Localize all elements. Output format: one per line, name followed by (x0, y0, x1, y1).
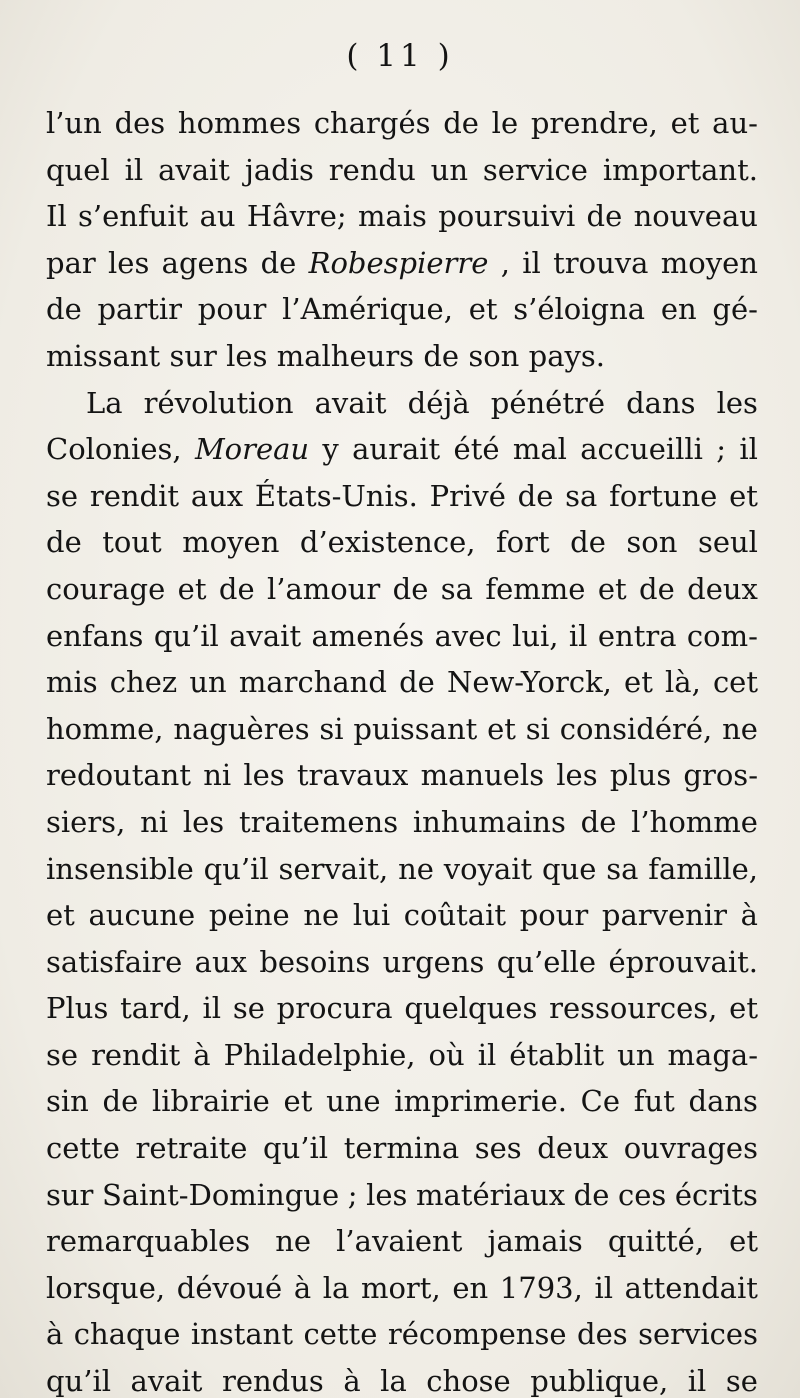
word: rendit (89, 478, 180, 513)
word: chose (426, 1364, 511, 1398)
word: son (626, 525, 678, 560)
word: ne (275, 1224, 312, 1259)
word: ne (722, 711, 758, 746)
word: de (639, 571, 675, 606)
word: 1793, (499, 1270, 583, 1305)
text-line (46, 1265, 758, 1312)
text-line (46, 1218, 758, 1265)
word: à (293, 1270, 312, 1305)
word: traitemens (238, 804, 399, 839)
word: se (232, 991, 265, 1026)
text-line (46, 286, 758, 333)
word: l’amour (267, 571, 381, 606)
word: de (218, 571, 255, 606)
word: ces (617, 1177, 667, 1212)
word: les (716, 385, 758, 420)
word: par (46, 245, 96, 280)
word: éprouvait. (608, 944, 758, 979)
word: et (177, 571, 207, 606)
word: coûtait (403, 898, 507, 933)
word: dans (626, 385, 696, 420)
word: Colonies, (46, 432, 182, 467)
word: La (86, 385, 123, 420)
word: un (617, 1037, 655, 1072)
word: qu’elle (496, 944, 597, 979)
word: quel (46, 152, 110, 187)
word: et (729, 1224, 758, 1259)
word: il (739, 432, 758, 467)
word: été (453, 432, 500, 467)
word: inhumains (412, 804, 566, 839)
word: se (46, 478, 79, 513)
word: de (392, 571, 429, 606)
word: et (283, 1084, 313, 1119)
word: plus (609, 758, 672, 793)
word: déjà (407, 385, 470, 420)
word: sur (46, 1177, 94, 1212)
italic-name: Moreau (194, 432, 310, 467)
word: et (624, 665, 653, 700)
word: com- (686, 618, 758, 653)
word: partir (97, 292, 182, 327)
word: deux (537, 1131, 609, 1166)
page-number: ( 11 ) (346, 38, 454, 74)
word: de (570, 525, 606, 560)
word: procura (276, 991, 393, 1026)
word: il (568, 618, 588, 653)
word: puissant (353, 711, 478, 746)
word: naguères (173, 711, 310, 746)
word: qu’il (203, 851, 269, 886)
word: jadis (244, 152, 314, 187)
text-line (46, 613, 758, 660)
word: cette (303, 1317, 378, 1352)
word: Ce (580, 1084, 621, 1119)
word: l’un (46, 106, 102, 140)
word: accueilli (580, 432, 703, 467)
word: famille, (648, 851, 758, 886)
word: ; (347, 1177, 358, 1212)
word: Philadelphie, (223, 1037, 416, 1072)
text-line (46, 147, 758, 194)
word: poursuivi (438, 199, 576, 234)
word: dévoué (176, 1270, 283, 1305)
word: chargés (313, 106, 431, 140)
word: se (725, 1364, 758, 1398)
word: au- (712, 106, 758, 140)
word: besoins (259, 944, 371, 979)
word: de (586, 199, 623, 234)
word: d’existence, (299, 525, 476, 560)
word: pénétré (490, 385, 605, 420)
word: important. (602, 152, 758, 187)
word: États-Unis. (254, 478, 418, 513)
word: fort (495, 525, 550, 560)
text-line (46, 566, 758, 613)
word: s’enfuit (78, 199, 189, 234)
word: un (189, 665, 227, 700)
word: Saint-Domingue (102, 1177, 340, 1212)
word: son (468, 338, 520, 373)
word: les (243, 758, 285, 793)
word: rendus (221, 1364, 324, 1398)
text-line (46, 939, 758, 986)
word: et (487, 711, 516, 746)
word: avec (434, 618, 502, 653)
word: Plus (46, 991, 109, 1026)
word: missant (46, 338, 161, 373)
text-line (46, 1311, 758, 1358)
word: enfans (46, 618, 144, 653)
text-line (46, 985, 758, 1032)
word: y (322, 432, 339, 467)
word: l’homme (631, 804, 758, 839)
word: attendait (624, 1270, 758, 1305)
word: au (199, 199, 236, 234)
word: s’éloigna (513, 292, 646, 327)
text-line (46, 380, 758, 427)
word: lui, (512, 618, 559, 653)
word: les (182, 804, 225, 839)
word: imprimerie. (394, 1084, 567, 1119)
word: ressources, (549, 991, 718, 1026)
word: entra (597, 618, 677, 653)
word: tard, (120, 991, 191, 1026)
word: si (525, 711, 550, 746)
word: cet (712, 665, 758, 700)
word: service (482, 152, 588, 187)
word: aux (194, 944, 247, 979)
word: il (687, 1364, 707, 1398)
word: de (423, 338, 460, 373)
body-text (46, 100, 758, 1398)
text-line (46, 752, 758, 799)
word: ni (140, 804, 169, 839)
word: chez (109, 665, 178, 700)
word: quelques (404, 991, 538, 1026)
word: avait (158, 152, 230, 187)
word: révolution (143, 385, 294, 420)
word: en (452, 1270, 489, 1305)
word: sin (46, 1084, 89, 1119)
word: et (597, 571, 627, 606)
word: en (660, 292, 697, 327)
word: amenés (311, 618, 425, 653)
word: que (542, 851, 597, 886)
word: matériaux (416, 1177, 566, 1212)
word: satisfaire (46, 944, 183, 979)
word: ne (398, 851, 434, 886)
word: sa (565, 478, 598, 513)
word: à (46, 1317, 64, 1352)
text-line (46, 659, 758, 706)
word: prendre, (530, 106, 658, 140)
word: trouva (553, 245, 649, 280)
word: deux (687, 571, 758, 606)
word: seul (697, 525, 758, 560)
word: avait (130, 1364, 203, 1398)
word: pays. (528, 338, 605, 373)
word: les (366, 1177, 408, 1212)
word: pour (519, 898, 589, 933)
word: homme, (46, 711, 164, 746)
text-line (46, 1358, 758, 1398)
text-line (46, 1078, 758, 1125)
word: à (740, 898, 758, 933)
word: hommes (177, 106, 302, 140)
word: parvenir (601, 898, 727, 933)
word: il (124, 152, 144, 187)
word: établit (509, 1037, 605, 1072)
word: quitté, (607, 1224, 705, 1259)
word: agens (161, 245, 249, 280)
text-line (46, 706, 758, 753)
word: le (491, 106, 519, 140)
word: peine (208, 898, 290, 933)
text-line (46, 193, 758, 240)
word: redoutant (46, 758, 191, 793)
word: les (108, 245, 150, 280)
word: un (430, 152, 469, 187)
word: librairie (151, 1084, 270, 1119)
word: qu’il (263, 1131, 329, 1166)
word: Hâvre; (246, 199, 347, 234)
word: mais (357, 199, 427, 234)
word: de (260, 245, 297, 280)
word: courage (46, 571, 166, 606)
word: il (202, 991, 222, 1026)
word: maga- (667, 1037, 758, 1072)
word: siers, (46, 804, 126, 839)
word: de (102, 1084, 139, 1119)
word: voyait (443, 851, 533, 886)
word: , (500, 245, 510, 280)
word: avait (314, 385, 387, 420)
word: ouvrages (623, 1131, 758, 1166)
word: services (638, 1317, 758, 1352)
word: ; (716, 432, 727, 467)
word: écrits (674, 1177, 758, 1212)
word: où (428, 1037, 465, 1072)
text-line (46, 426, 758, 473)
word: aurait (352, 432, 441, 467)
word: instant (190, 1317, 293, 1352)
word: les (226, 338, 268, 373)
word: femme (485, 571, 586, 606)
text-line (46, 1032, 758, 1079)
word: lorsque, (46, 1270, 166, 1305)
word: New-Yorck, (446, 665, 612, 700)
word: fut (633, 1084, 675, 1119)
text-line (46, 100, 758, 147)
word: remarquables (46, 1224, 251, 1259)
word: termina (343, 1131, 460, 1166)
word: avait (229, 618, 302, 653)
word: il (477, 1037, 497, 1072)
word: jamais (487, 1224, 583, 1259)
word: de (573, 1177, 610, 1212)
word: marchand (238, 665, 387, 700)
word: ses (474, 1131, 522, 1166)
word: et (729, 991, 758, 1026)
text-line (46, 1125, 758, 1172)
word: sa (440, 571, 473, 606)
word: et (468, 292, 498, 327)
word: mal (512, 432, 567, 467)
word: si (319, 711, 344, 746)
word: sur (169, 338, 217, 373)
word: chaque (73, 1317, 181, 1352)
word: de (46, 292, 82, 327)
word: qu’il (153, 618, 219, 653)
word: considéré, (559, 711, 713, 746)
italic-name: Robespierre (308, 245, 489, 280)
word: tout (102, 525, 162, 560)
text-line (46, 519, 758, 566)
word: moyen (182, 525, 280, 560)
text-line (46, 473, 758, 520)
word: travaux (296, 758, 409, 793)
word: qu’il (46, 1364, 112, 1398)
word: l’avaient (336, 1224, 463, 1259)
word: et (46, 898, 75, 933)
word: la (380, 1364, 407, 1398)
word: retraite (135, 1131, 248, 1166)
word: l’Amérique, (282, 292, 453, 327)
word: des (114, 106, 166, 140)
word: manuels (420, 758, 545, 793)
text-line (46, 1172, 758, 1219)
word: Privé (429, 478, 506, 513)
word: récompense (387, 1317, 567, 1352)
word: urgens (382, 944, 485, 979)
word: ne (303, 898, 340, 933)
word: nouveau (633, 199, 758, 234)
word: aux (190, 478, 244, 513)
word: de (399, 665, 435, 700)
word: cette (46, 1131, 120, 1166)
word: à (343, 1364, 361, 1398)
word: gros- (683, 758, 758, 793)
text-line (46, 892, 758, 939)
word: aucune (88, 898, 196, 933)
word: Il (46, 199, 67, 234)
word: les (556, 758, 598, 793)
word: de (46, 525, 82, 560)
word: mort, (360, 1270, 441, 1305)
word: pour (197, 292, 267, 327)
word: et (670, 106, 700, 140)
word: de (443, 106, 479, 140)
word: il (522, 245, 541, 280)
word: des (577, 1317, 628, 1352)
word: servait, (278, 851, 389, 886)
word: fortune (609, 478, 718, 513)
word: lui (352, 898, 391, 933)
text-line (46, 333, 758, 380)
text-line (46, 799, 758, 846)
word: publique, (530, 1364, 669, 1398)
word: mis (46, 665, 98, 700)
word: à (193, 1037, 211, 1072)
word: gé- (712, 292, 758, 327)
word: moyen (660, 245, 758, 280)
word: malheurs (276, 338, 415, 373)
word: rendit (91, 1037, 181, 1072)
word: et (729, 478, 758, 513)
word: rendu (328, 152, 416, 187)
word: dans (688, 1084, 758, 1119)
word: de (580, 804, 617, 839)
word: de (517, 478, 554, 513)
word: la (322, 1270, 350, 1305)
word: ni (203, 758, 232, 793)
word: il (594, 1270, 614, 1305)
word: une (326, 1084, 381, 1119)
word: sa (606, 851, 639, 886)
text-line (46, 846, 758, 893)
word: insensible (46, 851, 194, 886)
word: là, (665, 665, 701, 700)
text-line (46, 240, 758, 287)
word: se (46, 1037, 79, 1072)
